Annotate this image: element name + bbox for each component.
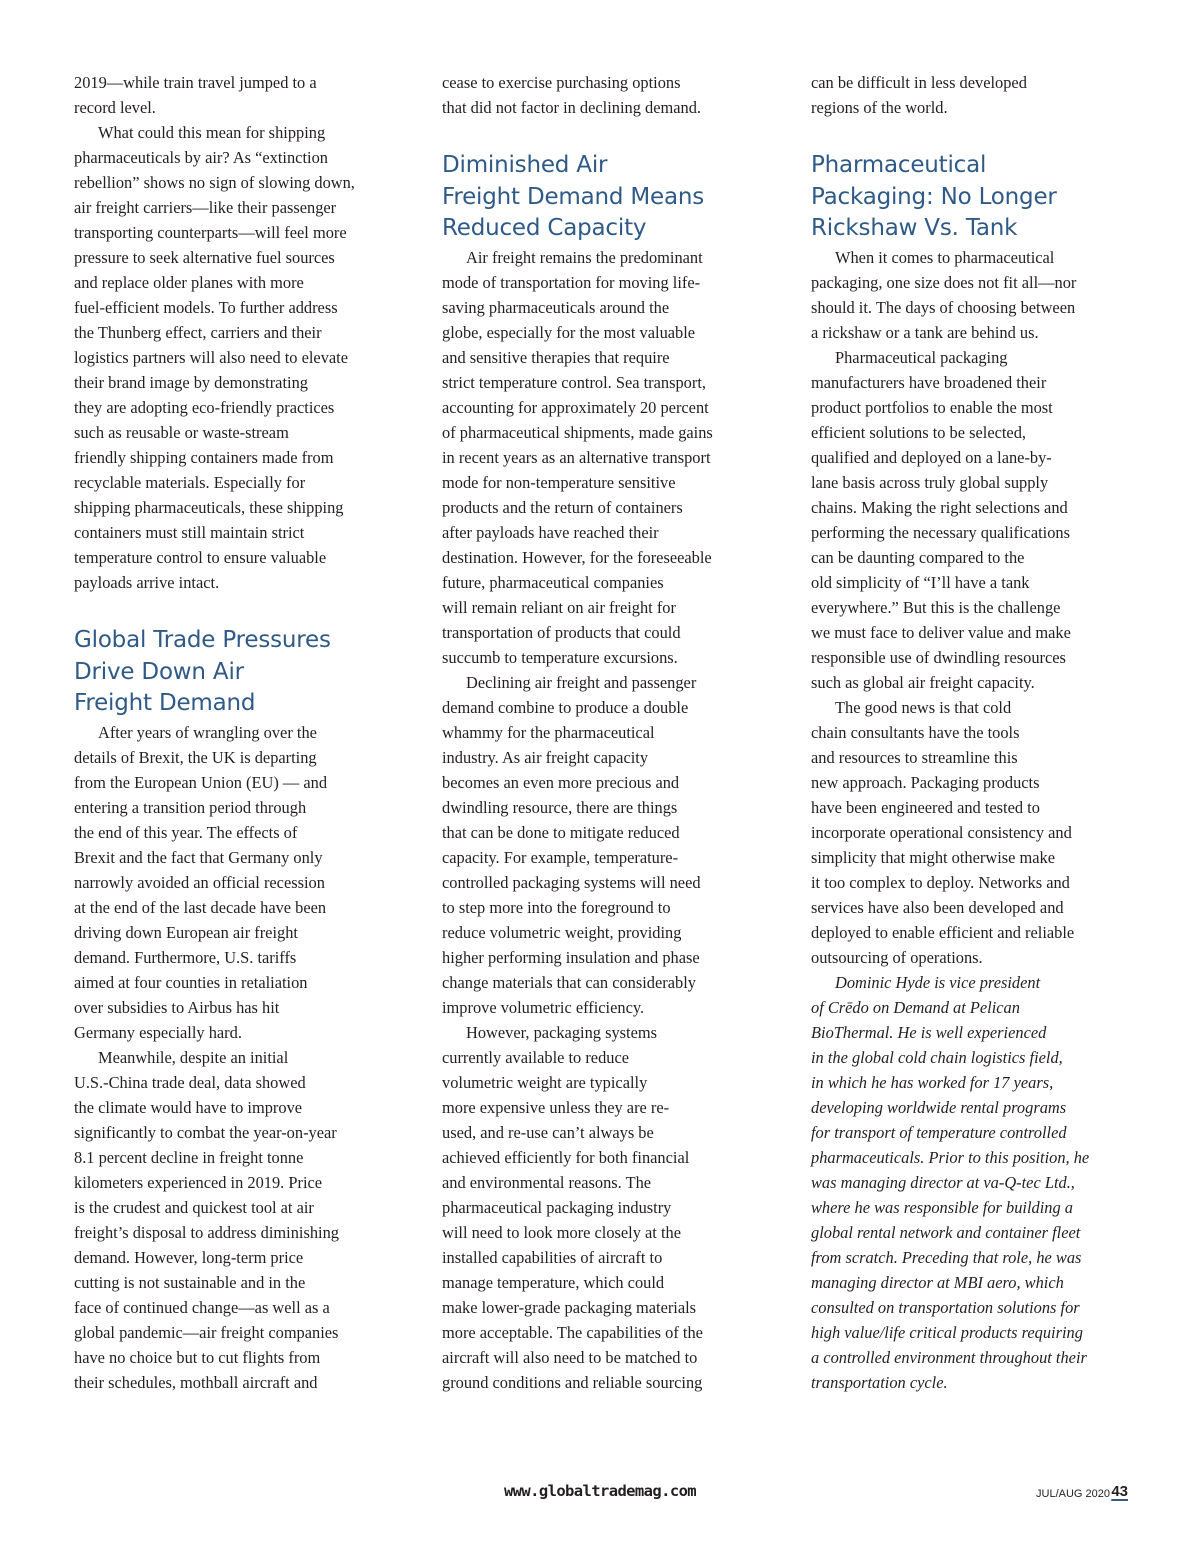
author-bio: Dominic Hyde is vice president of Crēdo on Demand at Pelican BioThermal. He is well experienced in the global cold chain logistics field, in which he has worked for 17 years, developing worldwide rental programs for transport of temperature controlled pharmaceuticals. Prior to this position, he was managing director at va-Q-tec Ltd., where he was responsible for building a global rental network and container fleet from scratch. Preceding that role, he was managing director at MBI aero, which consulted on transportation solutions for high value/life critical products requiring a controlled environment throughout their transportation cycle. xyxy=(811,972,1090,1392)
body-paragraph: Meanwhile, despite an initial U.S.-China trade deal, data showed the climate would have to improve significantly to combat the year-on-year 8.1 percent decline in freight tonne kilometers experienced in 2019. Price is the crudest and quickest tool at air freight’s disposal to address diminishing demand. However, long-term price cutting is not sustainable and in the face of continued change—as well as a global pandemic—air freight companies have no choice but to cut flights from their schedules, mothball aircraft and xyxy=(74,1047,339,1392)
page-number: 43 xyxy=(1111,1483,1128,1500)
article-column-1 xyxy=(74,70,392,1395)
body-paragraph: Declining air freight and passenger demand combine to produce a double whammy for the pharmaceutical industry. As air freight capacity becomes an even more precious and dwindling resource, there are things that can be done to mitigate reduced capacity. For example, temperature- controlled packaging systems will need to step more into the foreground to reduce volumetric weight, providing higher performing insulation and phase change materials that can considerably improve volumetric efficiency. xyxy=(442,672,701,1017)
body-paragraph: What could this mean for shipping pharmaceuticals by air? As “extinction rebellion” shows no sign of slowing down, air freight carriers—like their passenger transporting counterparts—will feel more pressure to seek alternative fuel sources and replace older planes with more fuel-efficient models. To further address the Thunberg effect, carriers and their logistics partners will also need to elevate their brand image by demonstrating they are adopting eco-friendly practices such as reusable or waste-stream friendly shipping containers made from recyclable materials. Especially for shipping pharmaceuticals, these shipping containers must still maintain strict temperature control to ensure valuable payloads arrive intact. xyxy=(74,123,355,592)
article-column-2 xyxy=(442,70,760,1395)
article-column-3 xyxy=(811,70,1129,1395)
body-paragraph: When it comes to pharmaceutical packaging, one size does not fit all—nor should it. The days of choosing between a rickshaw or a tank are behind us. xyxy=(811,247,1077,342)
section-heading-global-trade: Global Trade Pressures Drive Down Air Freight Demand xyxy=(74,627,331,716)
footer-issue-date: JUL/AUG 2020 xyxy=(1036,1488,1110,1500)
body-paragraph: After years of wrangling over the details of Brexit, the UK is departing from the European Union (EU) — and entering a transition period through the end of this year. The effects of Brexit and the fact that Germany only narrowly avoided an official recession at the end of the last decade have been driving down European air freight demand. Furthermore, U.S. tariffs aimed at four counties in retaliation over subsidies to Airbus has hit Germany especially hard. xyxy=(74,722,328,1042)
body-paragraph: can be difficult in less developed regions of the world. xyxy=(811,73,1027,117)
section-spacer xyxy=(811,120,1129,150)
section-heading-pharmaceutical-packaging: Pharmaceutical Packaging: No Longer Rickshaw Vs. Tank xyxy=(811,152,1057,241)
body-paragraph: 2019—while train travel jumped to a record level. xyxy=(74,73,317,117)
body-paragraph: Air freight remains the predominant mode of transportation for moving life- saving pharmaceuticals around the globe, especially for the most valuable and sensitive therapies that require strict temperature control. Sea transport, accounting for approximately 20 percent of pharmaceutical shipments, made gains in recent years as an alternative transport mode for non-temperature sensitive products and the return of containers after payloads have reached their destination. However, for the foreseeable future, pharmaceutical companies will remain reliant on air freight for transportation of products that could succumb to temperature excursions. xyxy=(442,247,713,667)
body-paragraph: The good news is that cold chain consultants have the tools and resources to streamline this new approach. Packaging products have been engineered and tested to incorporate operational consistency and simplicity that might otherwise make it too complex to deploy. Networks and services have also been developed and deployed to enable efficient and reliable outsourcing of operations. xyxy=(811,697,1075,967)
body-paragraph: However, packaging systems currently available to reduce volumetric weight are typically more expensive unless they are re- used, and re-use can’t always be achieved efficiently for both financial and environmental reasons. The pharmaceutical packaging industry will need to look more closely at the installed capabilities of aircraft to manage temperature, which could make lower-grade packaging materials more acceptable. The capabilities of the aircraft will also need to be matched to ground conditions and reliable sourcing xyxy=(442,1022,703,1392)
section-spacer xyxy=(442,120,760,150)
section-heading-diminished-air-freight: Diminished Air Freight Demand Means Reduced Capacity xyxy=(442,152,705,241)
footer-website-link[interactable]: www.globaltrademag.com xyxy=(503,1482,697,1500)
section-spacer xyxy=(74,595,392,625)
body-paragraph: Pharmaceutical packaging manufacturers have broadened their product portfolios to enable the most efficient solutions to be selected, qualified and deployed on a lane-by- lane basis across truly global supply chains. Making the right selections and performing the necessary qualifications can be daunting compared to the old simplicity of “I’ll have a tank everywhere.” But this is the challenge we must face to deliver value and make responsible use of dwindling resources such as global air freight capacity. xyxy=(811,347,1071,692)
body-paragraph: cease to exercise purchasing options that did not factor in declining demand. xyxy=(442,73,701,117)
